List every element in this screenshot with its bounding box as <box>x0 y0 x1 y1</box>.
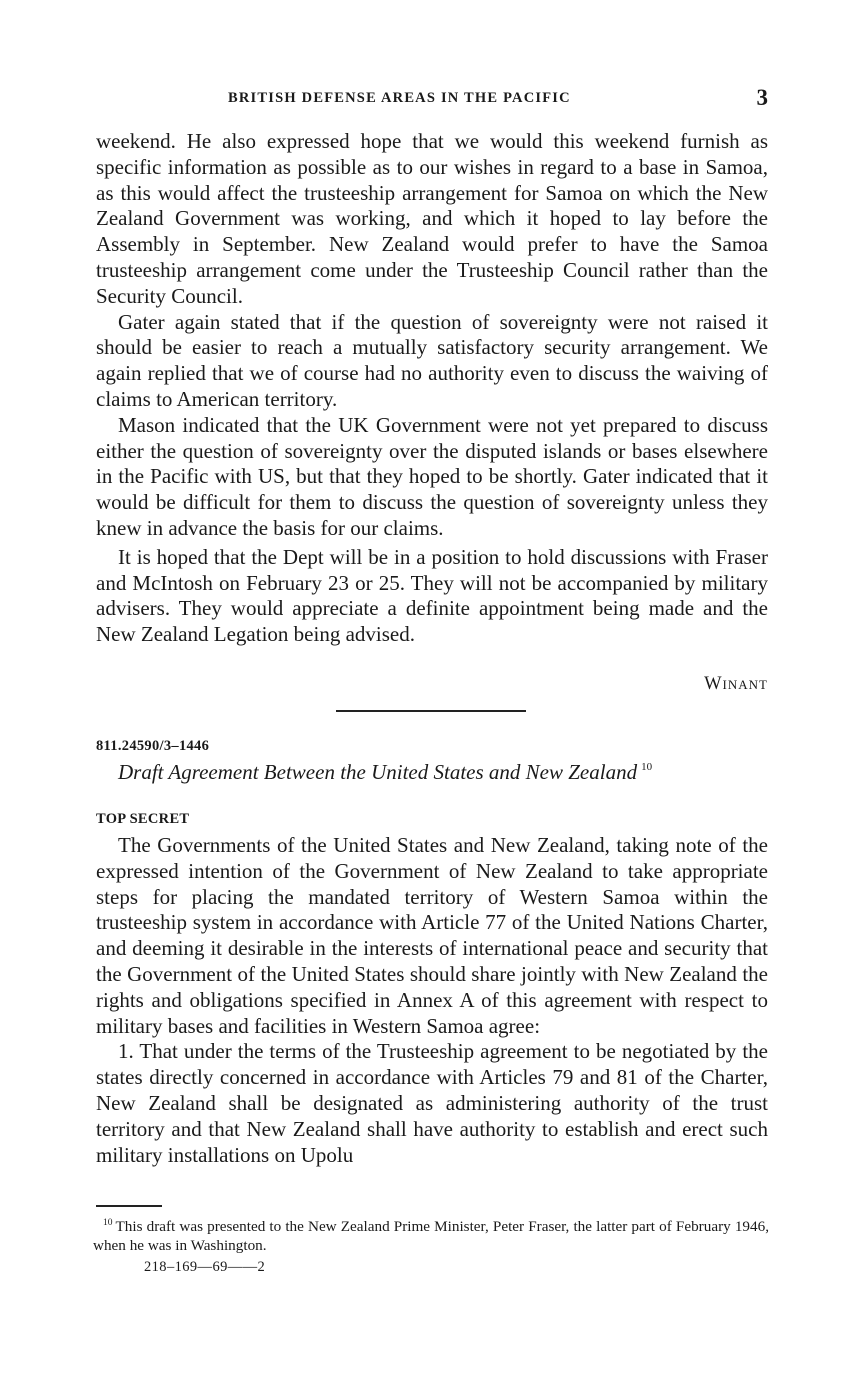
paragraph: It is hoped that the Dept will be in a position to hold discussions with Fraser and McIntosh on February 23 or 25. They will not be accompanied by military advisers. They would appreciate a definite appointment being made and the New Zealand Legation being advised. <box>96 544 768 647</box>
page-number: 3 <box>756 85 768 110</box>
agreement-body <box>96 833 768 1168</box>
footnote-number: 10 <box>103 1218 113 1228</box>
running-head <box>96 86 768 112</box>
document-title-text: Draft Agreement Between the United States and New Zealand <box>118 760 638 784</box>
section-divider <box>336 710 526 712</box>
telegram-body <box>96 129 768 648</box>
paragraph: Gater again stated that if the question of sovereignty were not raised it should be easier to reach a mutually satisfactory security arrangement. We again replied that we of course had no authority even to discuss the waiving of claims to American territory. <box>96 309 768 411</box>
footnote-reference: 10 <box>641 761 653 773</box>
running-title: BRITISH DEFENSE AREAS IN THE PACIFIC <box>228 90 571 106</box>
paragraph: Mason indicated that the UK Government were not yet prepared to discuss either the question of sovereignty over the disputed islands or bases elsewhere in the Pacific with US, but that they hoped to be shortly. Gater indicated that it would be difficult for them to discuss the question of sovereignty unless they knew in advance the basis for our claims. <box>96 412 768 540</box>
footnote-divider <box>96 1205 162 1207</box>
signature: Winant <box>704 674 768 694</box>
document-title <box>118 760 652 785</box>
footnote-text: This draft was presented to the New Zealand Prime Minister, Peter Fraser, the latter part of February 1946, when he was in Washington. <box>93 1218 769 1254</box>
file-number: 811.24590/3–1446 <box>96 738 210 754</box>
paragraph: The Governments of the United States and New Zealand, taking note of the expressed intention of the Government of New Zealand to take appropriate steps for placing the mandated territory of Western Samoa within the trusteeship system in accordance with Article 77 of the United Nations Charter, and deeming it desirable in the interests of international peace and security that the Government of the United States should share jointly with New Zealand the rights and obligations specified in Annex A of this agreement with respect to military bases and facilities in Western Samoa agree: <box>96 833 768 1038</box>
classification-label: TOP SECRET <box>96 811 190 827</box>
paragraph: 1. That under the terms of the Trusteeship agreement to be negotiated by the states directly concerned in accordance with Articles 79 and 81 of the Charter, New Zealand shall be designated as administering authority of the trust territory and that New Zealand shall have authority to establish and erect such military installations on Upolu <box>96 1039 768 1167</box>
footnote <box>93 1214 769 1255</box>
print-code: 218–169—69——2 <box>144 1259 266 1275</box>
paragraph: weekend. He also expressed hope that we would this weekend furnish as specific information as possible as to our wishes in regard to a base in Samoa, as this would affect the trusteeship arrangement for Samoa on which the New Zealand Government was working, and which it hoped to lay before the Assembly in September. New Zealand would prefer to have the Samoa trusteeship arrangement come under the Trusteeship Council rather than the Security Council. <box>96 129 768 308</box>
